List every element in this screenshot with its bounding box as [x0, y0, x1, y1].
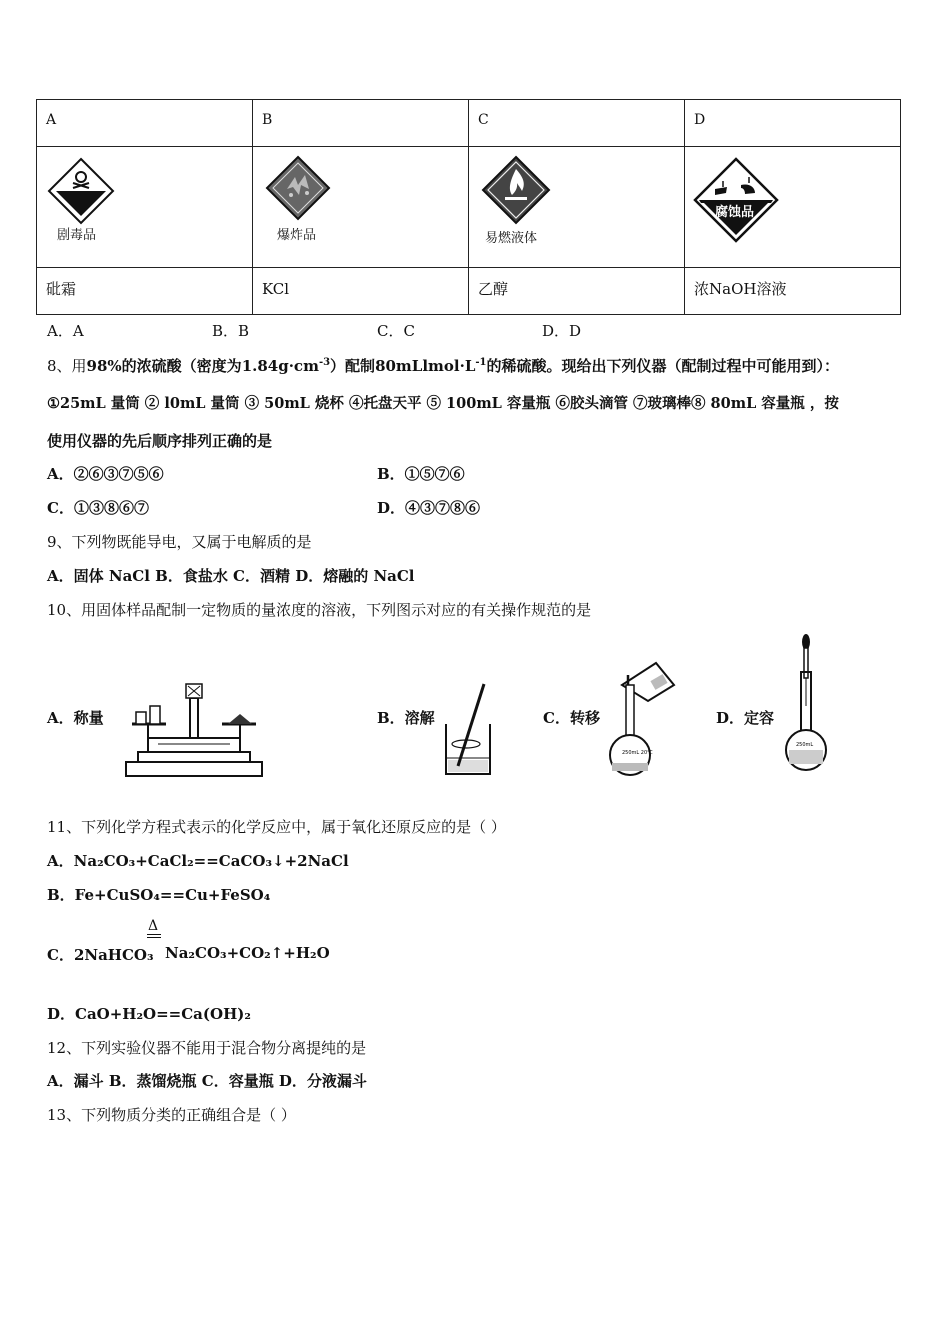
q7-option-c: C．C [377, 322, 415, 340]
q8-stem-e: 80mLlmol·L [375, 357, 476, 375]
q10-option-a: A．称量 [47, 709, 104, 727]
substance-a: 砒霜 [37, 268, 253, 315]
q8-stem-d: ）配制 [330, 357, 376, 375]
flammable-sign-icon [481, 155, 551, 225]
q8-sup1: -3 [318, 357, 331, 368]
explosive-sign-icon [265, 155, 331, 221]
header-c: C [469, 100, 685, 147]
q10-stem: 10、用固体样品配制一定物质的量浓度的溶液，下列图示对应的有关操作规范的是 [47, 601, 592, 619]
corrosive-sign-icon [693, 157, 779, 243]
q10-option-d: D．定容 [716, 709, 775, 727]
sign-caption-a: 剧毒品 [57, 228, 97, 243]
table-substance-row [37, 268, 901, 315]
q7-option-a: A．A [47, 322, 84, 340]
equals-sign [147, 934, 161, 938]
q13-stem: 13、下列物质分类的正确组合是（ ） [47, 1106, 296, 1124]
toxic-sign-icon [47, 157, 115, 225]
q11-option-b: B．Fe+CuSO₄==Cu+FeSO₄ [47, 886, 271, 904]
heat-condition: Δ [148, 918, 159, 934]
sign-caption-c: 易燃液体 [485, 231, 538, 246]
cell-sign-c [469, 147, 685, 268]
q10-option-c: C．转移 [543, 709, 600, 727]
q8-stem-b: 98%的浓硫酸（密度为 [86, 357, 242, 375]
header-b: B [253, 100, 469, 147]
sign-caption-b: 爆炸品 [277, 228, 317, 243]
cell-sign-a [37, 147, 253, 268]
cell-sign-d [685, 147, 901, 268]
q10-option-b: B．溶解 [377, 709, 435, 727]
hazard-table [36, 99, 901, 315]
cell-sign-b [253, 147, 469, 268]
q8-stem-a: 8、用 [47, 357, 87, 375]
header-d: D [685, 100, 901, 147]
q8-option-a: A．②⑥③⑦⑤⑥ [47, 465, 164, 483]
q7-option-b: B．B [212, 322, 250, 340]
balance-illustration [118, 680, 268, 780]
q8-sup2: -1 [475, 357, 487, 368]
table-sign-row [37, 147, 901, 268]
q12-stem: 12、下列实验仪器不能用于混合物分离提纯的是 [47, 1039, 367, 1057]
flask-label-d: 250mL [796, 742, 814, 748]
substance-d: 浓NaOH溶液 [685, 268, 901, 315]
transfer-illustration [600, 655, 680, 780]
volume-fixing-illustration [782, 632, 842, 774]
q9-stem: 9、下列物既能导电，又属于电解质的是 [47, 533, 312, 551]
q8-instruments: ①25mL 量筒 ② l0mL 量筒 ③ 50mL 烧杯 ④托盘天平 ⑤ 100mL 容量瓶 ⑥胶头滴管 ⑦玻璃棒⑧ 80mL 容量瓶 ，按 [47, 395, 839, 412]
header-a: A [37, 100, 253, 147]
q8-stem-line3: 使用仪器的先后顺序排列正确的是 [47, 432, 273, 450]
q7-option-d: D．D [542, 322, 582, 340]
sign-caption-d: 腐蚀品 [715, 205, 755, 220]
beaker-stirring-illustration [440, 680, 500, 780]
flask-label-c: 250mL 20℃ [622, 750, 653, 756]
q12-options: A．漏斗 B．蒸馏烧瓶 C．容量瓶 D．分液漏斗 [47, 1072, 367, 1090]
q8-option-d: D．④③⑦⑧⑥ [377, 499, 481, 517]
q11-option-d: D．CaO+H₂O==Ca(OH)₂ [47, 1005, 251, 1023]
q8-option-c: C．①③⑧⑥⑦ [47, 499, 149, 517]
substance-b: KCl [253, 268, 469, 315]
table-header-row [37, 100, 901, 147]
q11-option-a: A．Na₂CO₃+CaCl₂==CaCO₃↓+2NaCl [47, 852, 349, 870]
q11-option-c-right: Na₂CO₃+CO₂↑+H₂O [165, 944, 330, 962]
q8-stem-c: 1.84g·cm [241, 357, 319, 375]
q11-stem: 11、下列化学方程式表示的化学反应中，属于氧化还原反应的是（ ） [47, 818, 506, 836]
q8-stem-f: 的稀硫酸。现给出下列仪器（配制过程中可能用到）： [486, 357, 840, 375]
q9-options: A．固体 NaCl B．食盐水 C．酒精 D．熔融的 NaCl [47, 567, 415, 585]
substance-c: 乙醇 [469, 268, 685, 315]
q8-stem [47, 355, 839, 376]
q11-option-c-left: C．2NaHCO₃ [47, 946, 154, 964]
q8-option-b: B．①⑤⑦⑥ [377, 465, 465, 483]
